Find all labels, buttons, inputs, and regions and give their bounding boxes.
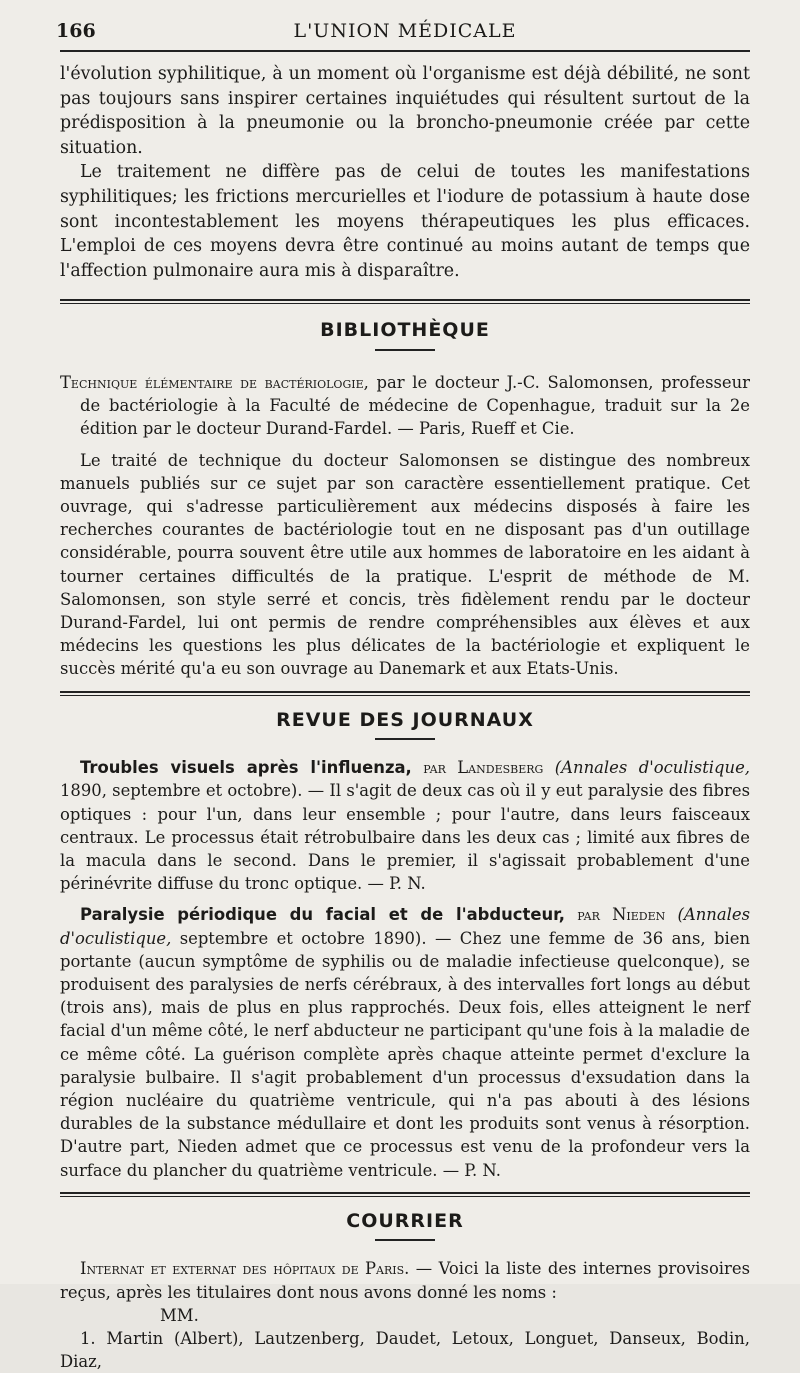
page-number: 166 <box>56 20 96 42</box>
courrier-text: — Voici la liste des internes provisoires reçus, après les titulaires dont nous avons donné les noms : <box>60 1259 750 1302</box>
article-text: 1890, septembre et octobre). — Il s'agit de deux cas où il y eut paralysie des fibres optiques : pour l'un, dans leur ensemble ; pour l'autre, dans leurs faisceaux centraux. Le processus était rétrobulbaire dans les deux cas ; limité aux fibres de la macula dans le second. Dans le premier, il s'agissait probablement d'une périnévrite diffuse du tronc optique. — P. N. <box>60 781 750 894</box>
interns-list: 1. Martin (Albert), Lautzenberg, Daudet, Letoux, Longuet, Danseux, Bodin, Diaz, <box>60 1329 750 1372</box>
book-title: Technique élémentaire de bactériologie, <box>60 372 369 392</box>
article-title: Troubles visuels après l'influenza, <box>80 758 412 778</box>
article-visual-disorders <box>60 756 750 895</box>
page-body <box>60 62 750 1373</box>
paragraph-continuation: l'évolution syphilitique, à un moment où l'organisme est déjà débilité, ne sont pas toujours sans inspirer certaines inquiétudes qui résultent surtout de la prédisposition à la pneumonie ou la broncho-pneumonie créée par cette situation. <box>60 64 750 158</box>
courrier-entry <box>60 1257 750 1303</box>
section-double-rule <box>60 1192 750 1194</box>
article-text: septembre et octobre 1890). — Chez une femme de 36 ans, bien portante (aucun symptôme de syphilis ou de maladie infectieuse quelconque), se produisent des paralysies de nerfs cérébraux, à des intervalles fort longs au début (trois ans), mais de plus en plus rapprochés. Deux fois, elles atteignent le nerf facial d'un même côté, le nerf abducteur ne participant qu'une fois à la maladie de ce même côté. La guérison complète après chaque atteinte permet d'exclure la paralysie bulbaire. Il s'agit probablement d'un processus d'exsudation dans la région nucléaire du quatrième ventricule, qui n'a pas abouti à des lésions durables de la substance médullaire et dont les produits sont venus à résorption. D'autre part, Nieden admet que ce processus est venu de la profondeur vers la surface du plancher du quatrième ventricule. — P. N. <box>60 928 750 1180</box>
article-author: par Landesberg <box>411 758 555 778</box>
article-source: (Annales d'oculistique, <box>60 905 750 948</box>
title-underline <box>375 349 435 351</box>
bibliography-entry <box>60 371 750 441</box>
title-underline <box>375 1239 435 1241</box>
running-header <box>56 14 754 50</box>
article-facial-paralysis <box>60 903 750 1181</box>
article-title: Paralysie périodique du facial et de l'abducteur, <box>80 905 566 925</box>
section-double-rule <box>60 299 750 301</box>
courrier-heading: Internat et externat des hôpitaux de Paris. <box>80 1259 410 1279</box>
paragraph-treatment: Le traitement ne diffère pas de celui de toutes les manifestations syphilitiques; les frictions mercurielles et l'iodure de potassium à haute dose sont incontestablement les moyens thérapeutiques les plus efficaces. L'emploi de ces moyens devra être continué au moins autant de temps que l'affection pulmonaire aura mis à disparaître. <box>60 162 750 281</box>
article-author: par Nieden <box>565 905 678 925</box>
courrier-title: COURRIER <box>346 1209 464 1232</box>
section-rule-thin <box>60 695 750 696</box>
bibliotheque-section <box>60 318 750 680</box>
bibliotheque-title: BIBLIOTHÈQUE <box>320 319 490 342</box>
revue-section <box>60 708 750 1182</box>
article-source: (Annales d'oculistique, <box>554 758 750 778</box>
title-underline <box>375 738 435 740</box>
revue-title: REVUE DES JOURNAUX <box>276 708 534 731</box>
section-double-rule <box>60 691 750 693</box>
header-rule <box>60 50 750 52</box>
courrier-section <box>60 1209 750 1373</box>
book-review: Le traité de technique du docteur Salomonsen se distingue des nombreux manuels publiés sur ce sujet par son caractère essentiellement pratique. Cet ouvrage, qui s'adresse particulièrement aux médecins disposés à faire les recherches courantes de bactériologie tout en ne disposant pas d'un outillage considérable, pourra souvent être utile aux hommes de laboratoire en les aidant à tourner certaines difficultés de la pratique. L'esprit de méthode de M. Salomonsen, son style serré et concis, très fidèlement rendu par le docteur Durand-Fardel, lui ont permis de rendre compréhensibles aux élèves et aux médecins les questions les plus délicates de la bactériologie et expliquent le succès mérité qu'a eu son ouvrage au Danemark et aux Etats-Unis. <box>60 450 750 679</box>
messieurs-label: MM. <box>160 1305 199 1325</box>
section-rule-thin <box>60 303 750 304</box>
journal-title: L'UNION MÉDICALE <box>293 20 517 42</box>
book-details: par le docteur J.-C. Salomonsen, professeur de bactériologie à la Faculté de médecine de Copenhague, traduit sur la 2e édition par le docteur Durand-Fardel. — Paris, Rueff et Cie. <box>80 372 750 439</box>
section-rule-thin <box>60 1196 750 1197</box>
